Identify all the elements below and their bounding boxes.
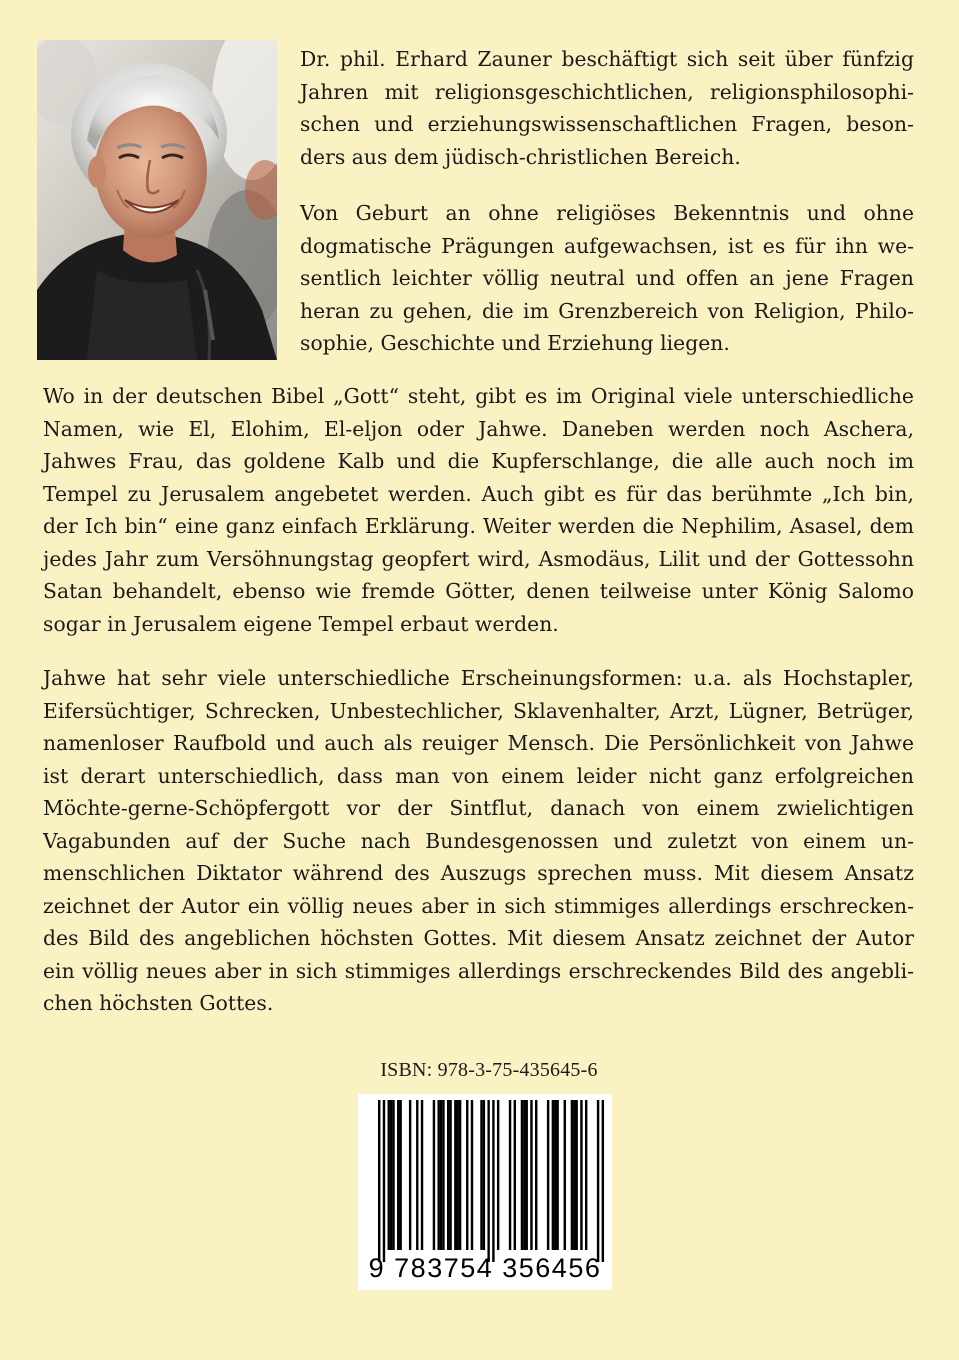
author-bio-paragraph-1: Dr. phil. Erhard Zauner beschäftigt sich seit über fünfzig Jahren mit religionsgeschichtlichen, religionsphilosophischen und erziehungswissenschaftlichen Fragen, besonders aus dem jüdisch-christlichen Bereich. [300,47,914,169]
author-photo [37,40,277,360]
barcode-bar-20 [471,1100,473,1250]
barcode-bar-41 [580,1100,582,1250]
barcode-bar-23 [487,1100,489,1262]
barcode-bar-30 [525,1100,527,1250]
barcode-bar-36 [556,1100,558,1250]
barcode-bar-24 [492,1100,494,1262]
barcode-bar-39 [573,1100,575,1250]
barcode-bar-27 [514,1100,516,1250]
barcode-bar-31 [530,1100,532,1250]
barcode-bar-13 [442,1100,444,1250]
barcode-bar-0 [378,1100,380,1262]
barcode-bar-8 [416,1100,418,1250]
barcode-bar-21 [480,1100,482,1250]
barcode-bar-11 [437,1100,439,1250]
barcode-bar-6 [399,1100,401,1250]
barcode-bar-42 [585,1100,587,1250]
barcode-bar-16 [454,1100,456,1250]
barcode-bar-33 [547,1100,549,1250]
barcode-bar-7 [409,1100,411,1250]
barcode-bar-17 [457,1100,459,1250]
barcode-bar-34 [552,1100,554,1250]
barcode-bar-28 [521,1100,523,1250]
barcode-bar-14 [447,1100,449,1250]
barcode-bar-43 [597,1100,599,1262]
barcode-bar-18 [459,1100,461,1250]
barcode-bar-32 [535,1100,537,1250]
barcode-bar-35 [554,1100,556,1250]
description-paragraph-1: Wo in der deutschen Bibel „Gott“ steht, gibt es im Original viele unterschiedliche Namen, wie El, Elohim, El-eljon oder Jahwe. Daneben werden noch Aschera, Jahwes Frau, das goldene Kalb und die Kupferschlange, die alle auch noch im Tempel zu Jerusalem angebetet werden. Auch gibt es für das berühmte „Ich bin, der Ich bin“ eine ganz einfach Erklärung. Weiter werden die Nephilim, Asasel, dem jedes Jahr zum Versöhnungstag geopfert wird, Asmodäus, Lilit und der Gottessohn Satan behandelt, ebenso wie fremde Götter, denen teilweise unter König Salomo sogar in Jerusalem eigene Tempel erbaut werden. [43,384,914,636]
isbn-barcode [358,1094,612,1290]
barcode-bar-5 [397,1100,399,1250]
barcode-bar-3 [390,1100,392,1250]
barcode-bar-2 [388,1100,390,1250]
barcode-bar-4 [392,1100,394,1250]
barcode-bar-37 [564,1100,566,1250]
barcode-bar-40 [575,1100,577,1250]
barcode-bar-38 [571,1100,573,1250]
author-bio-paragraph-2: Von Geburt an ohne religiöses Bekenntnis und ohne dogmatische Prägungen aufgewachsen, ist es für ihn wesentlich leichter völlig neutral und offen an jene Fragen heran zu gehen, die im Grenzbereich von Religion, Philosophie, Geschichte und Erziehung liegen. [300,201,914,355]
barcode-bar-25 [497,1100,499,1250]
barcode-bar-15 [449,1100,451,1250]
barcode-digits: 9 783754 356456 [368,1253,602,1283]
barcode-bar-10 [433,1100,435,1250]
barcode-bar-9 [421,1100,423,1250]
barcode-bar-19 [466,1100,468,1250]
barcode-bar-1 [383,1100,385,1262]
isbn-label: ISBN: 978-3-75-435645-6 [380,1059,598,1081]
barcode-bar-29 [523,1100,525,1250]
description-paragraph-2: Jahwe hat sehr viele unterschiedliche Erscheinungsformen: u.a. als Hochstapler, Eifersüchtiger, Schrecken, Unbestechlicher, Sklavenhalter, Arzt, Lügner, Betrüger, namenloser Raufbold und auch als reuiger Mensch. Die Persönlichkeit von Jahwe ist derart unterschiedlich, dass man von einem leider nicht ganz erfolgreichen Möchte-gerne-Schöpfergott vor der Sintflut, danach von einem zwielichtigen Vagabunden auf der Suche nach Bundesgenossen und zuletzt von einem unmenschlichen Diktator während des Auszugs sprechen muss. Mit diesem Ansatz zeichnet der Autor ein völlig neues aber in sich stimmiges allerdings erschreckendes Bild des angeblichen höchsten Gottes. Mit diesem Ansatz zeichnet der Autor ein völlig neues aber in sich stimmiges allerdings erschreckendes Bild des angeblichen höchsten Gottes. [43,666,914,1015]
barcode-bar-22 [483,1100,485,1250]
barcode-bar-44 [602,1100,604,1262]
barcode-bar-12 [440,1100,442,1250]
barcode-bar-26 [509,1100,511,1250]
